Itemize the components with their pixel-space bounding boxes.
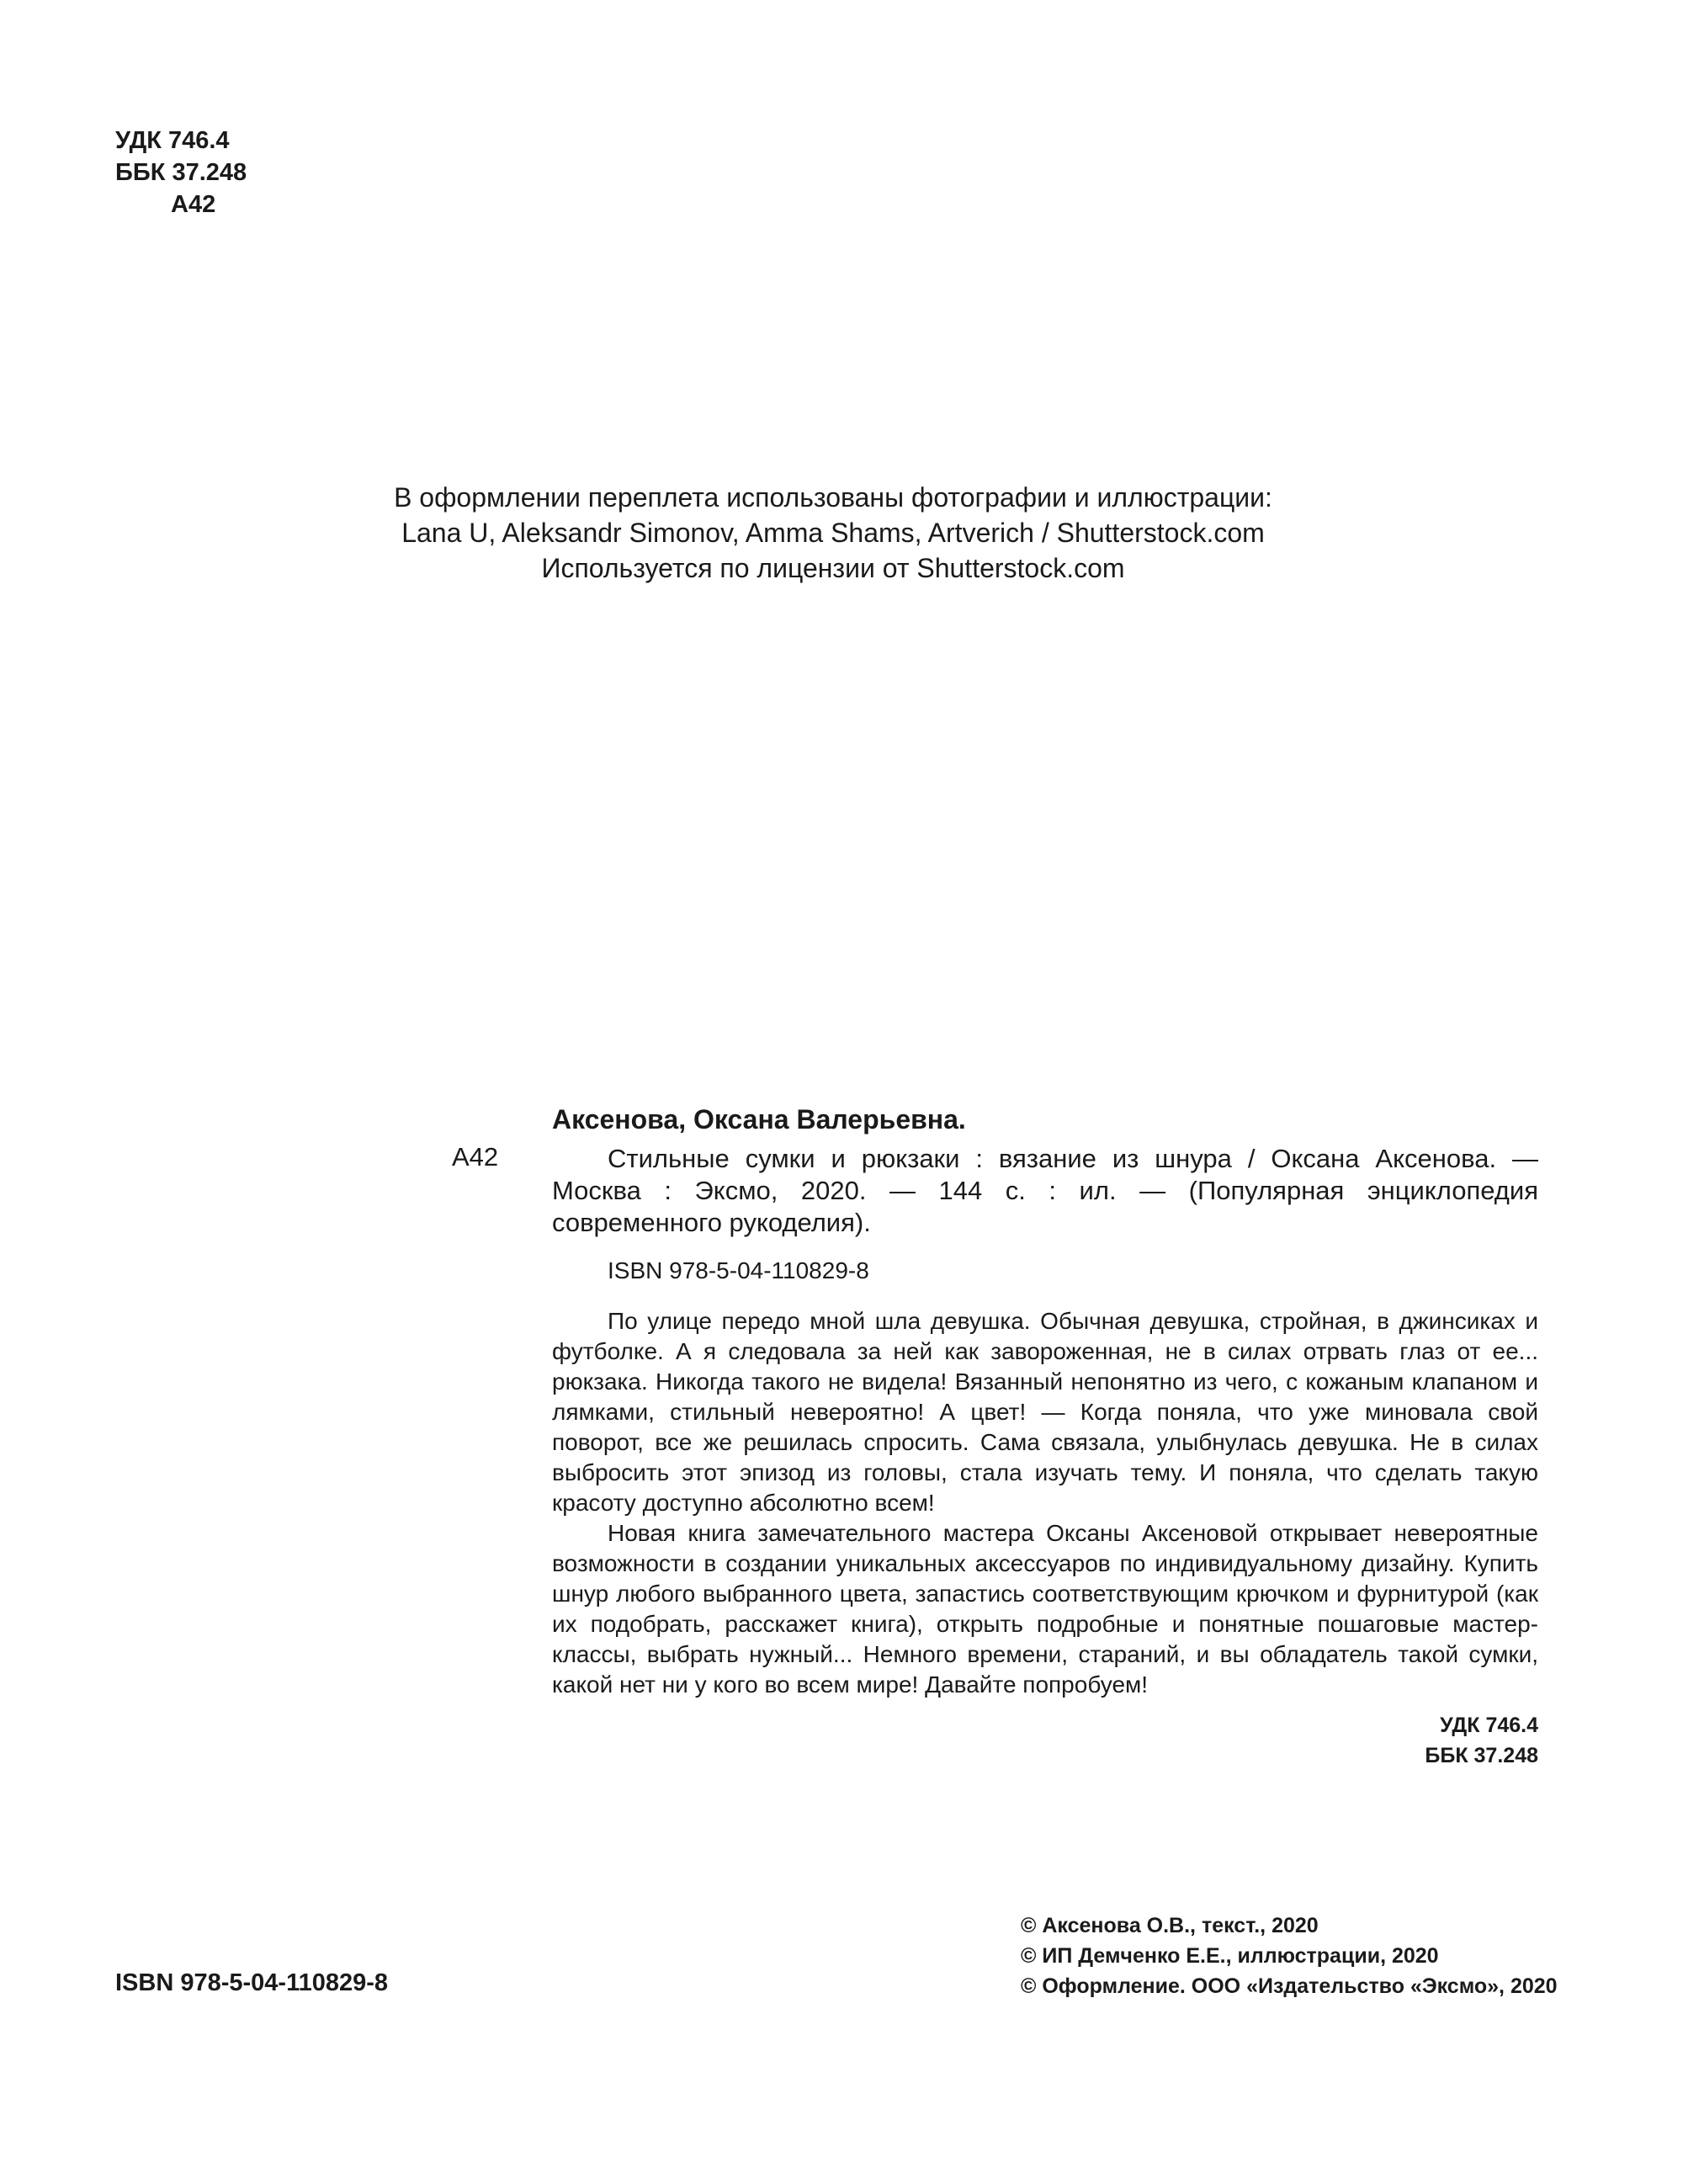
classification-block-bottom bbox=[552, 1710, 1538, 1771]
copyright-block bbox=[1021, 1910, 1558, 2001]
isbn-bottom: ISBN 978-5-04-110829-8 bbox=[115, 1969, 389, 1996]
cover-credits bbox=[252, 480, 1414, 586]
record-author-mark: А42 bbox=[452, 1142, 499, 1172]
credits-line-1: В оформлении переплета использованы фотографии и иллюстрации: bbox=[394, 482, 1272, 513]
credits-line-2: Lana U, Aleksandr Simonov, Amma Shams, Artverich / Shutterstock.com bbox=[401, 518, 1265, 548]
copyright-line-2: © ИП Демченко Е.Е., иллюстрации, 2020 bbox=[1021, 1944, 1439, 1968]
record-isbn: ISBN 978-5-04-110829-8 bbox=[608, 1257, 869, 1283]
author-mark: А42 bbox=[171, 191, 216, 218]
annotation-paragraph-1: По улице передо мной шла девушка. Обычная девушка, стройная, в джинсиках и футболке. А я следовала за ней как завороженная, не в силах отрвать глаз от ее... рюкзака. Никогда такого не видела! Вязанный непонятно из чего, с кожаным клапаном и лямками, стильный невероятно! А цвет! — Когда поняла, что уже миновала свой поворот, все же решилась спросить. Сама связала, улыбнулась девушка. Не в силах выбросить этот эпизод из головы, стала изучать тему. И поняла, что сделать такую красоту доступно абсолютно всем! bbox=[552, 1308, 1538, 1516]
record-udk: УДК 746.4 bbox=[1440, 1714, 1538, 1737]
credits-line-3: Используется по лицензии от Shutterstock.com bbox=[541, 553, 1125, 583]
record-description: Стильные сумки и рюкзаки : вязание из шнура / Оксана Аксенова. — Москва : Эксмо, 2020. — 144 с. : ил. — (Популярная энциклопедия современного рукоделия). bbox=[552, 1144, 1538, 1237]
udk-code: УДК 746.4 bbox=[115, 127, 230, 154]
copyright-line-3: © Оформление. ООО «Издательство «Эксмо», 2020 bbox=[1021, 1974, 1558, 1998]
annotation-paragraph-2: Новая книга замечательного мастера Оксаны Аксеновой открывает невероятные возможности в создании уникальных аксессуаров по индивидуальному дизайну. Купить шнур любого выбранного цвета, запастись соответствующим крючком и фурнитурой (как их подобрать, расскажет книга), открыть подробные и понятные пошаговые мастер-классы, выбрать нужный... Немного времени, стараний, и вы обладатель такой сумки, какой нет ни у кого во всем мире! Давайте попробуем! bbox=[552, 1520, 1538, 1698]
record-bbk: ББК 37.248 bbox=[1425, 1744, 1538, 1767]
record-author: Аксенова, Оксана Валерьевна. bbox=[552, 1104, 966, 1135]
copyright-line-1: © Аксенова О.В., текст., 2020 bbox=[1021, 1914, 1319, 1937]
bibliographic-record bbox=[552, 1103, 1538, 1771]
classification-block-top bbox=[115, 125, 247, 221]
bbk-code: ББК 37.248 bbox=[115, 159, 247, 186]
